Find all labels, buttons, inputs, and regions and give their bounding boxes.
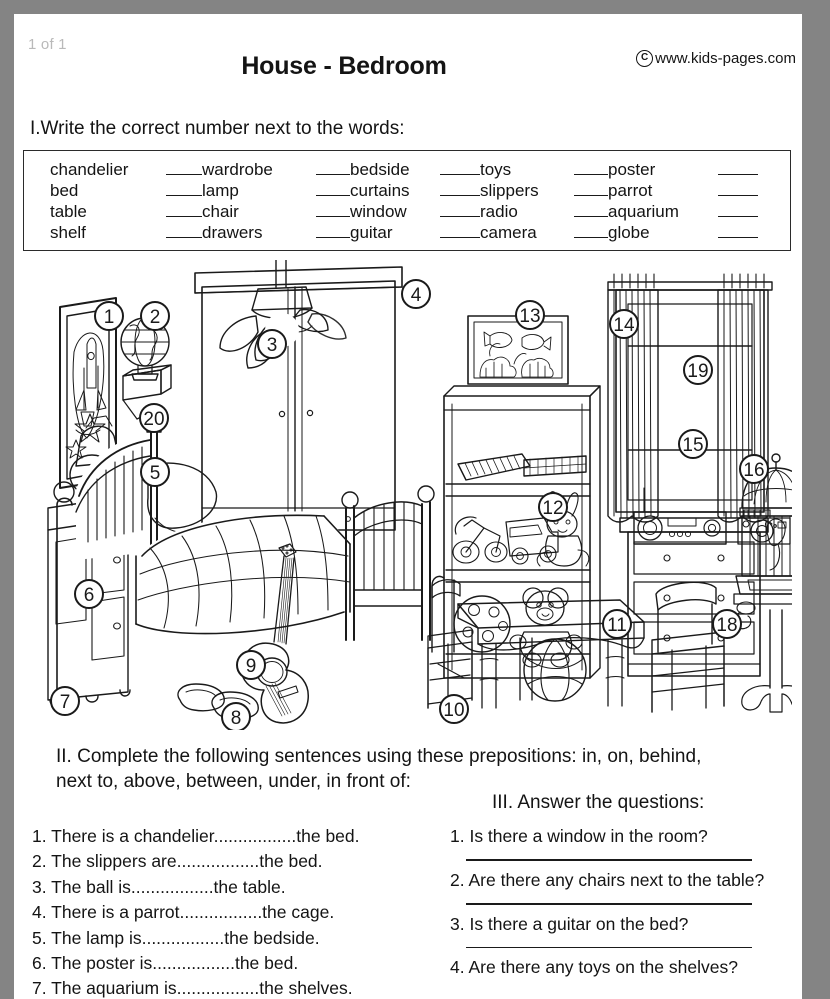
word-entry-curtains — [350, 181, 480, 202]
radio-illustration — [634, 488, 726, 544]
answer-blank[interactable] — [166, 182, 202, 196]
section-2-heading-line2: next to, above, between, under, in front of: — [56, 771, 411, 792]
callout-3-chandelier — [258, 330, 286, 358]
callout-1-poster — [95, 302, 123, 330]
question-item: 2. Are there any chairs next to the table? — [450, 869, 765, 890]
answer-blank[interactable] — [718, 224, 758, 238]
callout-7-bedside — [51, 687, 79, 715]
sentence-item[interactable]: 6. The poster is.................the bed. — [32, 952, 299, 973]
callout-number: 12 — [542, 498, 564, 519]
word-label: chair — [202, 202, 239, 221]
word-label: lamp — [202, 181, 239, 200]
answer-blank[interactable] — [440, 182, 480, 196]
callout-number: 7 — [59, 692, 71, 713]
aquarium-illustration — [468, 316, 568, 384]
worksheet-page — [14, 14, 802, 999]
question-item: 4. Are there any toys on the shelves? — [450, 957, 738, 978]
answer-blank[interactable] — [718, 182, 758, 196]
sentence-item[interactable]: 5. The lamp is.................the bedside. — [32, 927, 320, 948]
word-entry-chandelier — [50, 160, 202, 181]
callout-2-globe — [141, 302, 169, 330]
word-entry-shelf — [50, 223, 202, 244]
callout-4-wardrobe — [402, 280, 430, 308]
answer-blank[interactable] — [316, 224, 350, 238]
answer-blank[interactable] — [316, 161, 350, 175]
word-entry-globe — [608, 223, 758, 244]
answer-blank[interactable] — [574, 182, 608, 196]
callout-16-camera — [740, 455, 768, 483]
callout-number: 6 — [83, 585, 95, 606]
word-label: chandelier — [50, 160, 129, 179]
chair-right-illustration — [652, 582, 724, 712]
section-1-heading: I.Write the correct number next to the words: — [30, 118, 405, 139]
wardrobe-illustration — [195, 267, 402, 530]
word-entry-slippers — [480, 181, 608, 202]
bed-illustration — [76, 418, 434, 640]
callout-number: 9 — [245, 656, 257, 677]
word-label: guitar — [350, 223, 393, 242]
answer-blank[interactable] — [166, 224, 202, 238]
sentence-item[interactable]: 2. The slippers are.................the bed. — [32, 851, 323, 872]
callout-number: 1 — [103, 307, 115, 328]
callout-15-radio — [679, 430, 707, 458]
sentence-item[interactable]: 4. There is a parrot.................the cage. — [32, 902, 335, 923]
word-entry-guitar — [350, 223, 480, 244]
answer-line[interactable] — [466, 903, 752, 905]
word-label: aquarium — [608, 202, 679, 221]
section-2-heading-line1: II. Complete the following sentences using these prepositions: in, on, behind, — [56, 746, 702, 767]
word-list-box — [23, 150, 791, 251]
question-item: 3. Is there a guitar on the bed? — [450, 913, 689, 934]
callout-13-aquarium — [516, 301, 544, 329]
word-label: globe — [608, 223, 650, 242]
answer-blank[interactable] — [718, 203, 758, 217]
answer-blank[interactable] — [718, 161, 758, 175]
word-label: parrot — [608, 181, 653, 200]
drawers-illustration — [620, 518, 768, 676]
section-3-question-list — [450, 826, 795, 983]
word-entry-lamp — [202, 181, 350, 202]
word-entry-chair — [202, 202, 350, 223]
callout-10-chair — [440, 695, 468, 723]
answer-blank[interactable] — [440, 224, 480, 238]
page-title: House - Bedroom — [241, 52, 447, 80]
callout-18-drawers — [713, 610, 741, 638]
credit-url: www.kids-pages.com — [655, 50, 796, 67]
word-label: drawers — [202, 223, 263, 242]
callout-number: 15 — [682, 435, 704, 456]
answer-blank[interactable] — [440, 203, 480, 217]
callout-20-shelf — [140, 404, 168, 432]
word-entry-window — [350, 202, 480, 223]
callout-5-bed — [141, 458, 169, 486]
answer-blank[interactable] — [574, 161, 608, 175]
word-entry-camera — [480, 223, 608, 244]
bookshelf-illustration — [444, 386, 602, 678]
word-entry-wardrobe — [202, 160, 350, 181]
callout-19-window — [684, 356, 712, 384]
answer-blank[interactable] — [440, 161, 480, 175]
answer-blank[interactable] — [166, 161, 202, 175]
word-entry-radio — [480, 202, 608, 223]
callout-number: 3 — [266, 335, 278, 356]
callout-14-curtains — [610, 310, 638, 338]
callout-number: 14 — [613, 315, 635, 336]
answer-line[interactable] — [466, 947, 752, 949]
callout-9-guitar — [237, 651, 265, 679]
answer-blank[interactable] — [316, 182, 350, 196]
word-label: bed — [50, 181, 79, 200]
callout-8-slippers — [222, 703, 250, 730]
word-entry-aquarium — [608, 202, 758, 223]
answer-blank[interactable] — [316, 203, 350, 217]
word-label: toys — [480, 160, 512, 179]
word-label: curtains — [350, 181, 410, 200]
word-label: window — [350, 202, 407, 221]
callout-number: 18 — [716, 615, 738, 636]
word-entry-drawers — [202, 223, 350, 244]
word-label: slippers — [480, 181, 539, 200]
word-entry-table — [50, 202, 202, 223]
curtains-illustration — [608, 274, 772, 522]
answer-blank[interactable] — [574, 224, 608, 238]
word-entry-bed — [50, 181, 202, 202]
callout-number: 2 — [149, 307, 161, 328]
callout-6-lamp — [75, 580, 103, 608]
section-2-sentence-list — [32, 826, 452, 999]
answer-blank[interactable] — [574, 203, 608, 217]
word-entry-poster — [608, 160, 758, 181]
word-label: radio — [480, 202, 518, 221]
callout-number: 13 — [519, 306, 541, 327]
callout-number: 4 — [410, 285, 422, 306]
question-item: 1. Is there a window in the room? — [450, 826, 708, 846]
word-list-grid — [50, 160, 758, 244]
word-entry-bedside — [350, 160, 480, 181]
word-label: table — [50, 202, 87, 221]
callout-number: 5 — [149, 463, 161, 484]
copyright-icon: C — [636, 50, 653, 67]
section-2-heading — [56, 744, 792, 794]
word-label: bedside — [350, 160, 410, 179]
word-entry-toys — [480, 160, 608, 181]
callout-number: 20 — [143, 409, 165, 430]
word-label: poster — [608, 160, 656, 179]
word-label: wardrobe — [202, 160, 273, 179]
word-label: camera — [480, 223, 537, 242]
callout-number: 11 — [607, 615, 627, 636]
callout-11-table — [603, 610, 631, 638]
callout-number: 16 — [743, 460, 765, 481]
sentence-item[interactable]: 7. The aquarium is.................the shelves. — [32, 978, 353, 999]
callout-number: 10 — [443, 700, 465, 721]
copyright-credit — [636, 50, 796, 67]
page-indicator: 1 of 1 — [28, 36, 67, 53]
callout-number: 8 — [230, 708, 242, 729]
answer-line[interactable] — [466, 859, 752, 861]
callout-12-toys — [539, 493, 567, 521]
word-entry-parrot — [608, 181, 758, 202]
callout-number: 19 — [687, 361, 709, 382]
sentence-item[interactable]: 1. There is a chandelier.................the bed. — [32, 826, 360, 846]
sentence-item[interactable]: 3. The ball is.................the table. — [32, 876, 286, 897]
word-label: shelf — [50, 223, 86, 242]
answer-blank[interactable] — [166, 203, 202, 217]
bedroom-illustration — [24, 260, 792, 730]
section-3-heading: III. Answer the questions: — [492, 792, 705, 813]
